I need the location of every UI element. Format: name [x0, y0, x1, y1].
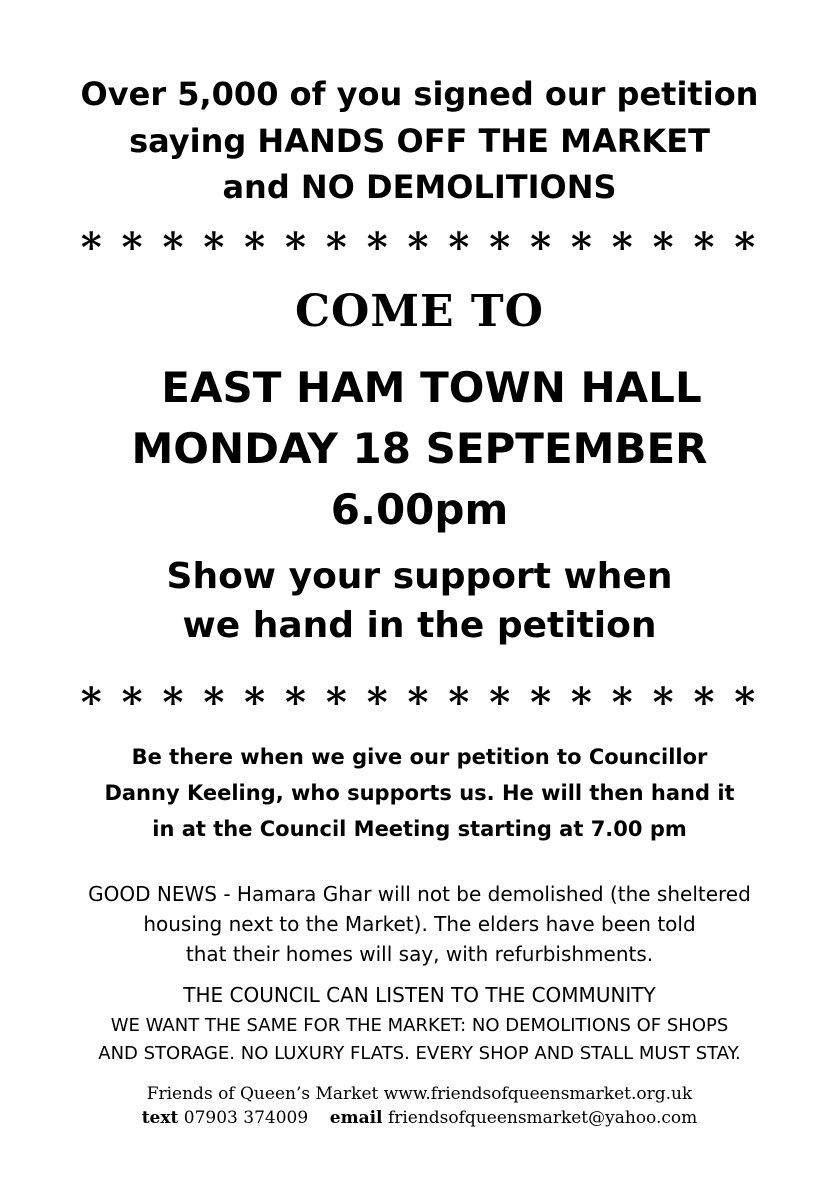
- be-there-line-2: Danny Keeling, who supports us. He will then hand it: [104, 781, 735, 805]
- be-there-line-3: in at the Council Meeting starting at 7.00 pm: [152, 817, 687, 841]
- headline-line-1: Over 5,000 of you signed our petition: [80, 75, 759, 113]
- good-news-line-2: housing next to the Market). The elders have been told: [143, 912, 696, 936]
- council-line-3: AND STORAGE. NO LUXURY FLATS. EVERY SHOP AND STALL MUST STAY.: [98, 1043, 741, 1064]
- headline-line-3: and NO DEMOLITIONS: [222, 168, 617, 206]
- council-line-2: WE WANT THE SAME FOR THE MARKET: NO DEMOLITIONS OF SHOPS: [110, 1015, 729, 1036]
- be-there-line-1: Be there when we give our petition to Councillor: [131, 745, 708, 769]
- support-line-1: Show your support when: [166, 556, 673, 597]
- stars-divider-top: * * * * * * * * * * * * * * * * *: [80, 224, 759, 271]
- email-address: friendsofqueensmarket@yahoo.com: [387, 1108, 698, 1128]
- footer-website: Friends of Queen’s Market www.friendsofqueensmarket.org.uk: [146, 1084, 693, 1104]
- footer-contact: [0, 1110, 839, 1127]
- council-line-1: THE COUNCIL CAN LISTEN TO THE COMMUNITY: [183, 983, 656, 1007]
- come-to-heading: COME TO: [295, 286, 544, 337]
- email-label: email: [329, 1108, 383, 1128]
- headline-line-2: saying HANDS OFF THE MARKET: [129, 122, 710, 160]
- good-news-line-3: that their homes will say, with refurbishments.: [185, 942, 654, 966]
- phone-number: 07903 374009: [183, 1108, 309, 1128]
- good-news-line-1: GOOD NEWS - Hamara Ghar will not be demolished (the sheltered: [88, 882, 751, 906]
- event-date: MONDAY 18 SEPTEMBER: [131, 424, 708, 473]
- text-label: text: [141, 1108, 179, 1128]
- stars-divider-bottom: * * * * * * * * * * * * * * * * *: [80, 679, 759, 726]
- support-line-2: we hand in the petition: [182, 605, 657, 646]
- event-time: 6.00pm: [330, 485, 509, 534]
- venue: EAST HAM TOWN HALL: [161, 363, 702, 412]
